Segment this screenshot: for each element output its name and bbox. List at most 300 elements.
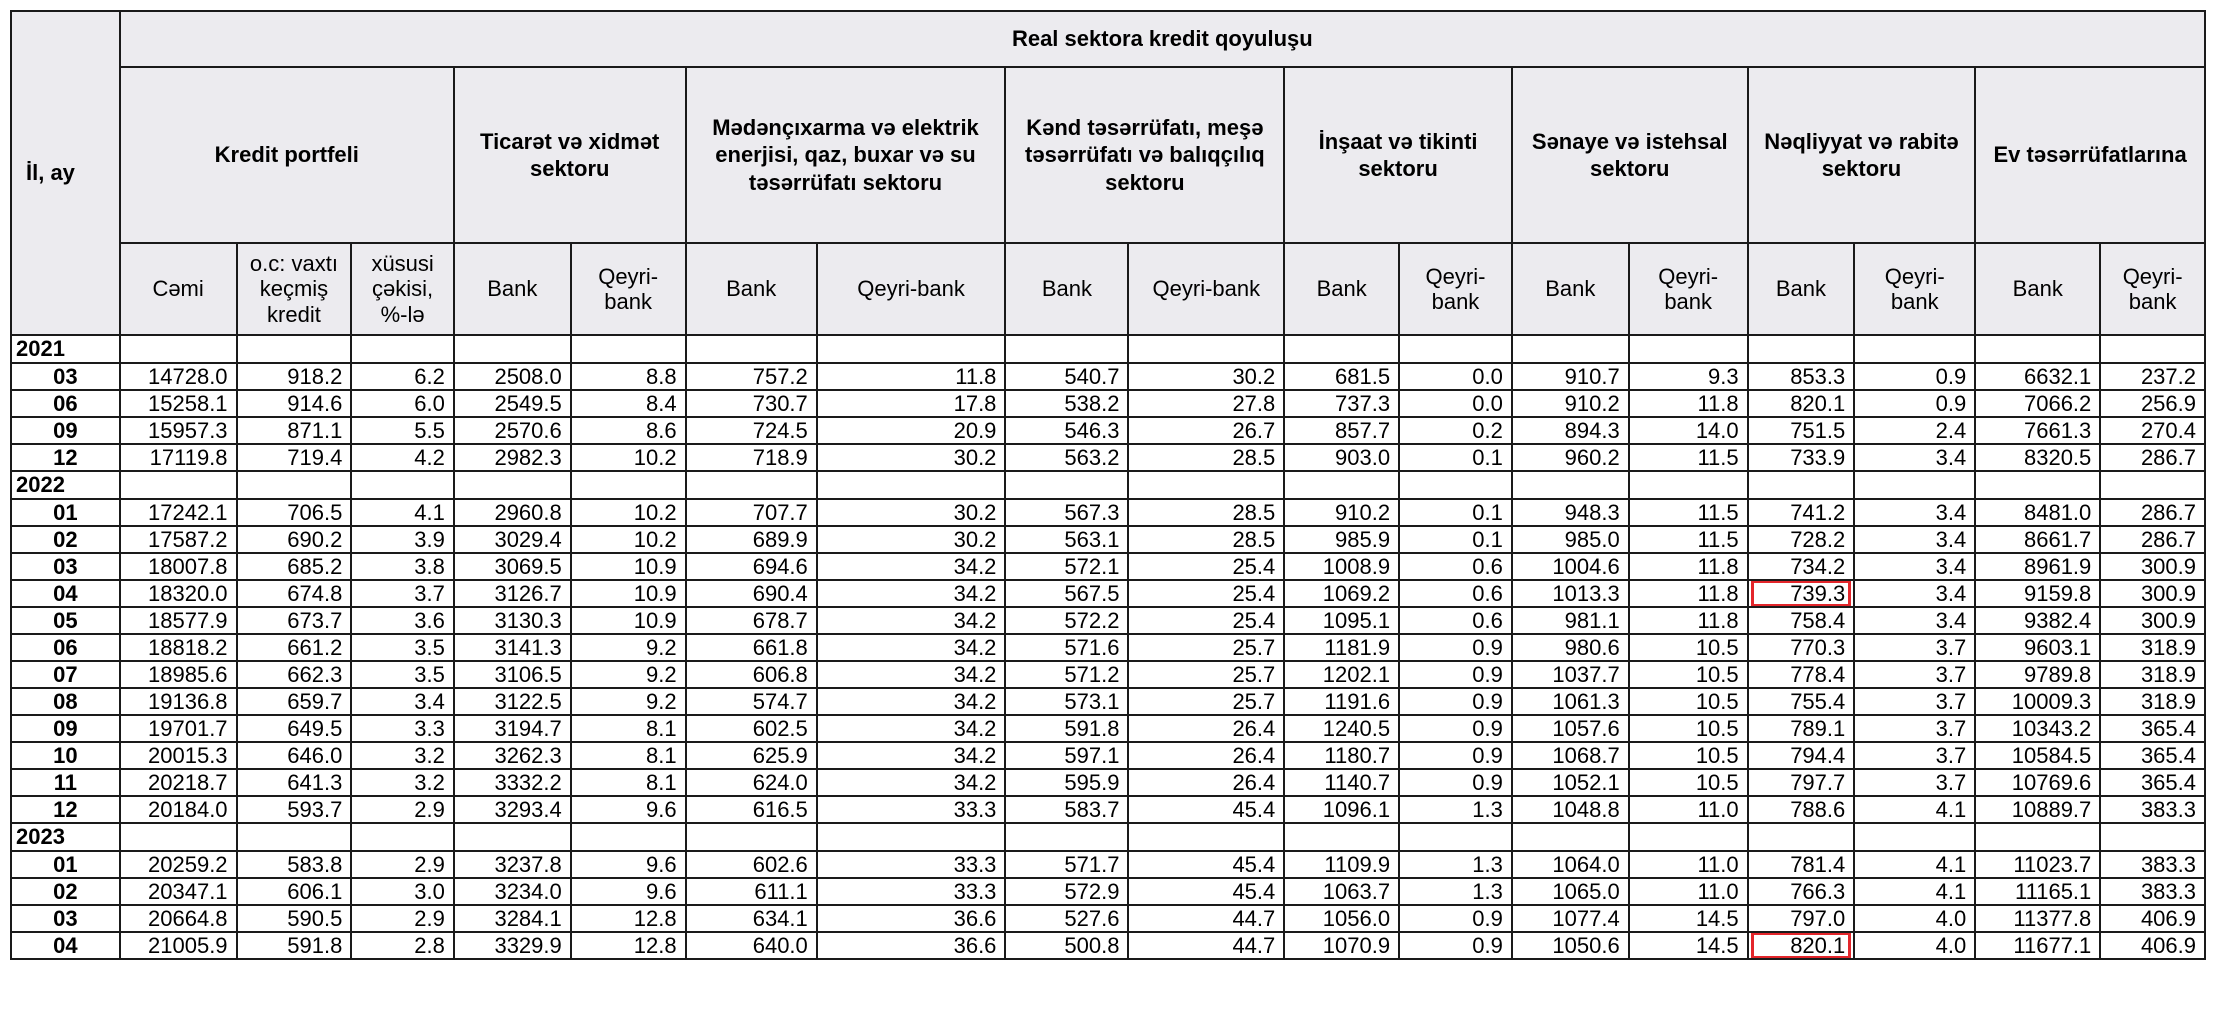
- value-cell: 8481.0: [1975, 499, 2100, 526]
- group-header: Ticarət və xidmət sektoru: [454, 67, 686, 243]
- table-row: [11, 742, 2205, 769]
- empty-cell: [1284, 471, 1399, 499]
- value-cell: 910.7: [1512, 363, 1629, 390]
- value-cell: 0.1: [1399, 526, 1512, 553]
- table-row: [11, 417, 2205, 444]
- value-cell: 17.8: [817, 390, 1006, 417]
- value-cell: 624.0: [686, 769, 817, 796]
- value-cell: 4.1: [1854, 796, 1975, 823]
- empty-cell: [571, 335, 686, 363]
- value-cell: 574.7: [686, 688, 817, 715]
- value-cell: 18577.9: [120, 607, 237, 634]
- empty-cell: [1512, 823, 1629, 851]
- subheader-cell: Qeyri-bank: [817, 243, 1006, 335]
- value-cell: 9603.1: [1975, 634, 2100, 661]
- value-cell: 20.9: [817, 417, 1006, 444]
- value-cell: 2.9: [351, 796, 454, 823]
- table-row: [11, 580, 2205, 607]
- value-cell: 11165.1: [1975, 878, 2100, 905]
- value-cell: 406.9: [2100, 905, 2205, 932]
- value-cell: 662.3: [237, 661, 352, 688]
- value-cell: 546.3: [1005, 417, 1128, 444]
- value-cell: 318.9: [2100, 688, 2205, 715]
- empty-cell: [686, 471, 817, 499]
- value-cell: 8661.7: [1975, 526, 2100, 553]
- value-cell: 8320.5: [1975, 444, 2100, 471]
- value-cell: 10584.5: [1975, 742, 2100, 769]
- value-cell: 383.3: [2100, 878, 2205, 905]
- value-cell: 11.8: [1629, 553, 1748, 580]
- value-cell: 9.6: [571, 851, 686, 878]
- value-cell: 6632.1: [1975, 363, 2100, 390]
- value-cell: 3.5: [351, 634, 454, 661]
- value-cell: 5.5: [351, 417, 454, 444]
- value-cell: 1202.1: [1284, 661, 1399, 688]
- empty-cell: [237, 823, 352, 851]
- value-cell: 981.1: [1512, 607, 1629, 634]
- value-cell: 28.5: [1128, 526, 1284, 553]
- value-cell: 18007.8: [120, 553, 237, 580]
- value-cell: 383.3: [2100, 851, 2205, 878]
- value-cell: 20664.8: [120, 905, 237, 932]
- value-cell: 3.9: [351, 526, 454, 553]
- value-cell: 9.6: [571, 878, 686, 905]
- value-cell: 0.6: [1399, 607, 1512, 634]
- month-label: 12: [11, 444, 120, 471]
- value-cell: 674.8: [237, 580, 352, 607]
- empty-cell: [237, 335, 352, 363]
- empty-cell: [1975, 823, 2100, 851]
- value-cell: 8.1: [571, 769, 686, 796]
- value-cell: 8.1: [571, 715, 686, 742]
- value-cell: 14.0: [1629, 417, 1748, 444]
- value-cell: 11.8: [817, 363, 1006, 390]
- value-cell: 34.2: [817, 715, 1006, 742]
- month-label: 07: [11, 661, 120, 688]
- value-cell: 0.2: [1399, 417, 1512, 444]
- value-cell: 34.2: [817, 607, 1006, 634]
- value-cell: 9789.8: [1975, 661, 2100, 688]
- table-row: [11, 444, 2205, 471]
- empty-cell: [1399, 471, 1512, 499]
- value-cell: 591.8: [1005, 715, 1128, 742]
- value-cell: 724.5: [686, 417, 817, 444]
- value-cell: 1180.7: [1284, 742, 1399, 769]
- empty-cell: [351, 335, 454, 363]
- value-cell: 15957.3: [120, 417, 237, 444]
- value-cell: 406.9: [2100, 932, 2205, 959]
- value-cell: 914.6: [237, 390, 352, 417]
- value-cell: 0.9: [1399, 715, 1512, 742]
- value-cell: 318.9: [2100, 634, 2205, 661]
- value-cell: 18985.6: [120, 661, 237, 688]
- value-cell: 9382.4: [1975, 607, 2100, 634]
- year-label: 2021: [11, 335, 120, 363]
- empty-cell: [1854, 823, 1975, 851]
- empty-cell: [1284, 335, 1399, 363]
- value-cell: 17242.1: [120, 499, 237, 526]
- value-cell: 527.6: [1005, 905, 1128, 932]
- subheader-cell: Qeyri-bank: [1399, 243, 1512, 335]
- empty-cell: [1399, 335, 1512, 363]
- value-cell: 18320.0: [120, 580, 237, 607]
- value-cell: 28.5: [1128, 499, 1284, 526]
- empty-cell: [237, 471, 352, 499]
- value-cell: 1140.7: [1284, 769, 1399, 796]
- month-label: 06: [11, 634, 120, 661]
- value-cell: 3332.2: [454, 769, 571, 796]
- value-cell: 718.9: [686, 444, 817, 471]
- value-cell: 3234.0: [454, 878, 571, 905]
- value-cell: 25.4: [1128, 580, 1284, 607]
- value-cell: 661.2: [237, 634, 352, 661]
- subheader-cell: Bank: [454, 243, 571, 335]
- value-cell: 602.6: [686, 851, 817, 878]
- value-cell: 7661.3: [1975, 417, 2100, 444]
- value-cell: 27.8: [1128, 390, 1284, 417]
- value-cell: 300.9: [2100, 607, 2205, 634]
- value-cell: 3.6: [351, 607, 454, 634]
- value-cell: 0.9: [1399, 634, 1512, 661]
- value-cell: 11377.8: [1975, 905, 2100, 932]
- value-cell: 1096.1: [1284, 796, 1399, 823]
- value-cell: 28.5: [1128, 444, 1284, 471]
- value-cell: 3141.3: [454, 634, 571, 661]
- value-cell: 0.0: [1399, 390, 1512, 417]
- empty-cell: [351, 823, 454, 851]
- value-cell: 286.7: [2100, 444, 2205, 471]
- group-header: Nəqliyyat və rabitə sektoru: [1748, 67, 1976, 243]
- value-cell: 3284.1: [454, 905, 571, 932]
- empty-cell: [1399, 823, 1512, 851]
- value-cell: 365.4: [2100, 715, 2205, 742]
- top-header: Real sektora kredit qoyuluşu: [120, 11, 2205, 67]
- value-cell: 567.5: [1005, 580, 1128, 607]
- subheader-cell: xüsusi çəkisi, %-lə: [351, 243, 454, 335]
- month-label: 03: [11, 905, 120, 932]
- value-cell: 10343.2: [1975, 715, 2100, 742]
- value-cell: 871.1: [237, 417, 352, 444]
- value-cell: 590.5: [237, 905, 352, 932]
- empty-cell: [817, 471, 1006, 499]
- value-cell: 25.4: [1128, 553, 1284, 580]
- value-cell: 0.9: [1399, 769, 1512, 796]
- value-cell: 34.2: [817, 769, 1006, 796]
- value-cell: 318.9: [2100, 661, 2205, 688]
- value-cell: 820.1: [1748, 390, 1855, 417]
- empty-cell: [1512, 335, 1629, 363]
- value-cell: 30.2: [817, 526, 1006, 553]
- empty-cell: [2100, 471, 2205, 499]
- value-cell: 678.7: [686, 607, 817, 634]
- value-cell: 45.4: [1128, 796, 1284, 823]
- value-cell: 3.8: [351, 553, 454, 580]
- value-cell: 11.5: [1629, 444, 1748, 471]
- value-cell: 781.4: [1748, 851, 1855, 878]
- value-cell: 11677.1: [1975, 932, 2100, 959]
- empty-cell: [1748, 335, 1855, 363]
- value-cell: 1064.0: [1512, 851, 1629, 878]
- value-cell: 34.2: [817, 661, 1006, 688]
- value-cell: 2.9: [351, 851, 454, 878]
- value-cell: 538.2: [1005, 390, 1128, 417]
- group-header: Kredit portfeli: [120, 67, 454, 243]
- value-cell: 1065.0: [1512, 878, 1629, 905]
- value-cell: 3.7: [1854, 769, 1975, 796]
- month-label: 03: [11, 553, 120, 580]
- empty-cell: [686, 335, 817, 363]
- empty-cell: [1748, 471, 1855, 499]
- value-cell: 9159.8: [1975, 580, 2100, 607]
- credit-table-container: [10, 10, 2206, 960]
- month-label: 04: [11, 932, 120, 959]
- value-cell: 20015.3: [120, 742, 237, 769]
- value-cell: 365.4: [2100, 769, 2205, 796]
- value-cell: 500.8: [1005, 932, 1128, 959]
- value-cell: 1057.6: [1512, 715, 1629, 742]
- value-cell: 3106.5: [454, 661, 571, 688]
- month-label: 02: [11, 526, 120, 553]
- value-cell: 20347.1: [120, 878, 237, 905]
- value-cell: 2982.3: [454, 444, 571, 471]
- value-cell: 583.7: [1005, 796, 1128, 823]
- empty-cell: [1005, 471, 1128, 499]
- value-cell: 256.9: [2100, 390, 2205, 417]
- value-cell: 30.2: [817, 444, 1006, 471]
- value-cell: 3.7: [1854, 634, 1975, 661]
- value-cell: 1109.9: [1284, 851, 1399, 878]
- value-cell: 1181.9: [1284, 634, 1399, 661]
- value-cell: 3.7: [1854, 661, 1975, 688]
- value-cell: 9.2: [571, 688, 686, 715]
- value-cell: 1070.9: [1284, 932, 1399, 959]
- value-cell: 3.2: [351, 742, 454, 769]
- empty-cell: [2100, 823, 2205, 851]
- subheader-cell: o.c: vaxtı keçmiş kredit: [237, 243, 352, 335]
- value-cell: 237.2: [2100, 363, 2205, 390]
- value-cell: 14728.0: [120, 363, 237, 390]
- value-cell: 649.5: [237, 715, 352, 742]
- value-cell: 10.5: [1629, 634, 1748, 661]
- value-cell: 757.2: [686, 363, 817, 390]
- value-cell: 15258.1: [120, 390, 237, 417]
- table-row: [11, 499, 2205, 526]
- value-cell: 853.3: [1748, 363, 1855, 390]
- year-row: [11, 823, 2205, 851]
- value-cell: 571.2: [1005, 661, 1128, 688]
- value-cell: 3029.4: [454, 526, 571, 553]
- value-cell: 1240.5: [1284, 715, 1399, 742]
- value-cell: 4.0: [1854, 932, 1975, 959]
- value-cell: 3194.7: [454, 715, 571, 742]
- value-cell: 2.4: [1854, 417, 1975, 444]
- month-label: 09: [11, 417, 120, 444]
- empty-cell: [1975, 471, 2100, 499]
- value-cell: 673.7: [237, 607, 352, 634]
- value-cell: 6.0: [351, 390, 454, 417]
- value-cell: 21005.9: [120, 932, 237, 959]
- value-cell: 1061.3: [1512, 688, 1629, 715]
- value-cell: 3.4: [1854, 580, 1975, 607]
- value-cell: 572.2: [1005, 607, 1128, 634]
- group-header: İnşaat və tikinti sektoru: [1284, 67, 1512, 243]
- value-cell: 10.5: [1629, 661, 1748, 688]
- empty-cell: [1629, 471, 1748, 499]
- value-cell: 10.5: [1629, 715, 1748, 742]
- value-cell: 1037.7: [1512, 661, 1629, 688]
- value-cell: 1.3: [1399, 851, 1512, 878]
- value-cell: 270.4: [2100, 417, 2205, 444]
- value-cell: 300.9: [2100, 580, 2205, 607]
- empty-cell: [454, 823, 571, 851]
- empty-cell: [571, 471, 686, 499]
- value-cell: 583.8: [237, 851, 352, 878]
- value-cell: 0.9: [1399, 661, 1512, 688]
- table-row: [11, 526, 2205, 553]
- value-cell: 563.2: [1005, 444, 1128, 471]
- value-cell: 567.3: [1005, 499, 1128, 526]
- value-cell: 689.9: [686, 526, 817, 553]
- value-cell: 8.4: [571, 390, 686, 417]
- value-cell: 3126.7: [454, 580, 571, 607]
- value-cell: 10.2: [571, 444, 686, 471]
- empty-cell: [817, 823, 1006, 851]
- value-cell: 661.8: [686, 634, 817, 661]
- subheader-cell: Qeyri-bank: [571, 243, 686, 335]
- value-cell: 728.2: [1748, 526, 1855, 553]
- value-cell: 2.8: [351, 932, 454, 959]
- empty-cell: [1128, 471, 1284, 499]
- value-cell: 33.3: [817, 878, 1006, 905]
- empty-cell: [351, 471, 454, 499]
- value-cell: 0.9: [1399, 905, 1512, 932]
- value-cell: 611.1: [686, 878, 817, 905]
- value-cell: 606.1: [237, 878, 352, 905]
- value-cell: 10.2: [571, 526, 686, 553]
- table-row: [11, 905, 2205, 932]
- value-cell: 0.6: [1399, 553, 1512, 580]
- value-cell: 681.5: [1284, 363, 1399, 390]
- value-cell: 10889.7: [1975, 796, 2100, 823]
- value-cell: 616.5: [686, 796, 817, 823]
- value-cell: 755.4: [1748, 688, 1855, 715]
- value-cell: 985.9: [1284, 526, 1399, 553]
- value-cell: 36.6: [817, 905, 1006, 932]
- group-header: Sənaye və istehsal sektoru: [1512, 67, 1748, 243]
- value-cell: 34.2: [817, 742, 1006, 769]
- value-cell: 3.4: [1854, 607, 1975, 634]
- value-cell: 300.9: [2100, 553, 2205, 580]
- value-cell: 797.0: [1748, 905, 1855, 932]
- value-cell: 10009.3: [1975, 688, 2100, 715]
- value-cell: 26.4: [1128, 769, 1284, 796]
- value-cell: 0.1: [1399, 499, 1512, 526]
- value-cell: 36.6: [817, 932, 1006, 959]
- value-cell: 2.9: [351, 905, 454, 932]
- value-cell: 602.5: [686, 715, 817, 742]
- value-cell: 4.1: [351, 499, 454, 526]
- table-row: [11, 363, 2205, 390]
- value-cell: 572.1: [1005, 553, 1128, 580]
- value-cell: 19136.8: [120, 688, 237, 715]
- value-cell: 572.9: [1005, 878, 1128, 905]
- value-cell: 11.5: [1629, 499, 1748, 526]
- value-cell: 3.2: [351, 769, 454, 796]
- group-header: Mədənçıxarma və elektrik enerjisi, qaz, buxar və su təsərrüfatı sektoru: [686, 67, 1006, 243]
- value-cell: 3.7: [351, 580, 454, 607]
- value-cell: 758.4: [1748, 607, 1855, 634]
- empty-cell: [571, 823, 686, 851]
- value-cell: 25.7: [1128, 688, 1284, 715]
- value-cell: 9.2: [571, 634, 686, 661]
- value-cell: 10769.6: [1975, 769, 2100, 796]
- value-cell: 17119.8: [120, 444, 237, 471]
- value-cell: 34.2: [817, 580, 1006, 607]
- value-cell: 1050.6: [1512, 932, 1629, 959]
- value-cell: 8.6: [571, 417, 686, 444]
- value-cell: 794.4: [1748, 742, 1855, 769]
- value-cell: 11.0: [1629, 878, 1748, 905]
- value-cell: 591.8: [237, 932, 352, 959]
- empty-cell: [120, 471, 237, 499]
- subheader-cell: Bank: [1005, 243, 1128, 335]
- month-label: 04: [11, 580, 120, 607]
- empty-cell: [2100, 335, 2205, 363]
- value-cell: 11023.7: [1975, 851, 2100, 878]
- value-cell: 25.4: [1128, 607, 1284, 634]
- value-cell: 563.1: [1005, 526, 1128, 553]
- value-cell: 30.2: [817, 499, 1006, 526]
- value-cell: 2960.8: [454, 499, 571, 526]
- value-cell: 3130.3: [454, 607, 571, 634]
- value-cell: 3069.5: [454, 553, 571, 580]
- value-cell: 634.1: [686, 905, 817, 932]
- subheader-cell: Qeyri-bank: [1128, 243, 1284, 335]
- empty-cell: [817, 335, 1006, 363]
- value-cell: 1191.6: [1284, 688, 1399, 715]
- table-row: [11, 553, 2205, 580]
- month-label: 11: [11, 769, 120, 796]
- value-cell: 734.2: [1748, 553, 1855, 580]
- value-cell: 641.3: [237, 769, 352, 796]
- value-cell: 34.2: [817, 553, 1006, 580]
- value-cell: 2549.5: [454, 390, 571, 417]
- value-cell: 26.4: [1128, 715, 1284, 742]
- month-label: 01: [11, 851, 120, 878]
- empty-cell: [1629, 823, 1748, 851]
- value-cell: 2508.0: [454, 363, 571, 390]
- value-cell: 694.6: [686, 553, 817, 580]
- value-cell: 894.3: [1512, 417, 1629, 444]
- month-label: 03: [11, 363, 120, 390]
- value-cell: 10.9: [571, 553, 686, 580]
- value-cell: 3.7: [1854, 688, 1975, 715]
- table-row: [11, 932, 2205, 959]
- empty-cell: [1005, 335, 1128, 363]
- value-cell: 960.2: [1512, 444, 1629, 471]
- table-row: [11, 715, 2205, 742]
- value-cell: 690.4: [686, 580, 817, 607]
- group-header: Ev təsərrüfatlarına: [1975, 67, 2205, 243]
- month-label: 12: [11, 796, 120, 823]
- table-row: [11, 390, 2205, 417]
- value-cell: 11.8: [1629, 580, 1748, 607]
- value-cell: 733.9: [1748, 444, 1855, 471]
- value-cell: 1004.6: [1512, 553, 1629, 580]
- value-cell: 3.5: [351, 661, 454, 688]
- value-cell: 4.0: [1854, 905, 1975, 932]
- empty-cell: [1975, 335, 2100, 363]
